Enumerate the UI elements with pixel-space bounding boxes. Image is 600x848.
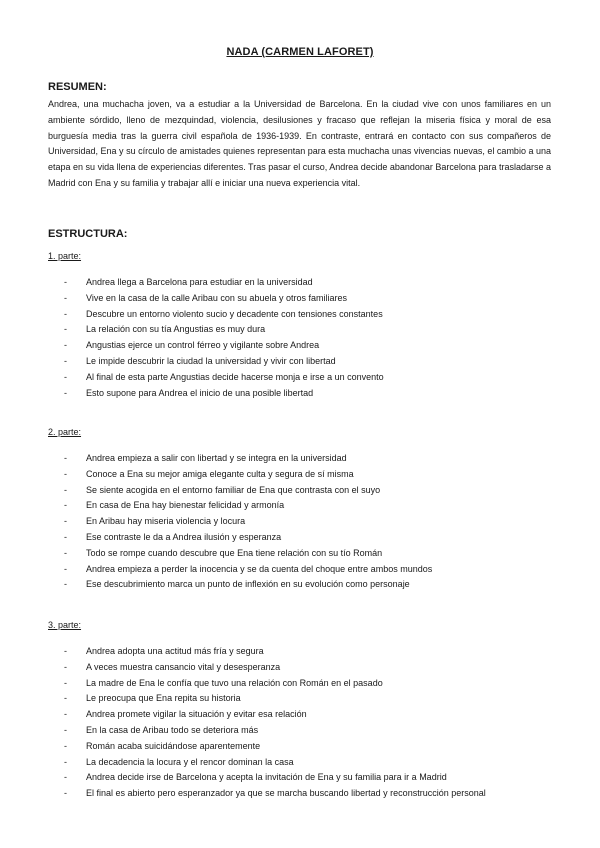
list-item <box>48 739 568 755</box>
list-item-text: Todo se rompe cuando descubre que Ena tiene relación con su tío Román <box>86 547 383 558</box>
list-item <box>48 546 568 562</box>
bullet-dash: - <box>64 547 67 558</box>
list-item <box>48 530 568 546</box>
bullet-dash: - <box>64 756 67 767</box>
bullet-dash: - <box>64 277 67 287</box>
list-item-text: Le preocupa que Ena repita su historia <box>86 693 241 704</box>
list-item-text: En la casa de Aribau todo se deteriora más <box>86 724 259 735</box>
bullet-dash: - <box>64 387 67 398</box>
list-item <box>48 562 568 578</box>
bullet-dash: - <box>64 324 67 335</box>
list-item <box>48 275 568 291</box>
part-1-list <box>48 275 568 401</box>
list-item <box>48 386 568 402</box>
list-item <box>48 451 568 467</box>
list-item-text: Le impide descubrir la ciudad la universidad y vivir con libertad <box>86 355 336 366</box>
bullet-dash: - <box>64 355 67 366</box>
list-item <box>48 755 568 771</box>
bullet-dash: - <box>64 772 67 783</box>
part-2-list <box>48 451 568 593</box>
list-item-text: Ese contraste le da a Andrea ilusión y esperanza <box>86 531 282 542</box>
list-item <box>48 514 568 530</box>
list-item-text: La decadencia la locura y el rencor dominan la casa <box>86 756 294 767</box>
list-item-text: Andrea decide irse de Barcelona y acepta la invitación de Ena y su familia para ir a Madrid <box>86 772 447 783</box>
bullet-dash: - <box>64 724 67 735</box>
list-item <box>48 291 568 307</box>
list-item-text: A veces muestra cansancio vital y desesperanza <box>86 661 281 672</box>
bullet-dash: - <box>64 740 67 751</box>
part-3-list <box>48 644 568 802</box>
list-item-text: Ese descubrimiento marca un punto de inflexión en su evolución como personaje <box>86 579 410 590</box>
bullet-dash: - <box>64 500 67 511</box>
list-item-text: Se siente acogida en el entorno familiar de Ena que contrasta con el suyo <box>86 484 381 495</box>
list-item-text: Descubre un entorno violento sucio y decadente con tensiones constantes <box>86 308 383 319</box>
bullet-dash: - <box>64 531 67 542</box>
list-item <box>48 644 568 660</box>
bullet-dash: - <box>64 292 67 303</box>
list-item-text: En casa de Ena hay bienestar felicidad y armonía <box>86 500 285 511</box>
list-item-text: Esto supone para Andrea el inicio de una posible libertad <box>86 387 314 398</box>
list-item <box>48 786 568 802</box>
list-item <box>48 322 568 338</box>
bullet-dash: - <box>64 340 67 351</box>
list-item <box>48 577 568 593</box>
list-item-text: Al final de esta parte Angustias decide hacerse monja e irse a un convento <box>86 371 384 382</box>
bullet-dash: - <box>64 788 67 799</box>
list-item-text: Andrea llega a Barcelona para estudiar en la universidad <box>86 277 313 287</box>
bullet-dash: - <box>64 308 67 319</box>
bullet-dash: - <box>64 453 67 463</box>
bullet-dash: - <box>64 646 67 656</box>
list-item <box>48 467 568 483</box>
list-item-text: En Aribau hay miseria violencia y locura <box>86 516 246 527</box>
list-item <box>48 370 568 386</box>
list-item-text: La relación con su tía Angustias es muy dura <box>86 324 266 335</box>
list-item-text: Conoce a Ena su mejor amiga elegante culta y segura de sí misma <box>86 468 354 479</box>
list-item <box>48 707 568 723</box>
list-item <box>48 676 568 692</box>
list-item-text: El final es abierto pero esperanzador ya que se marcha buscando libertad y reconstrucción personal <box>86 788 486 799</box>
bullet-dash: - <box>64 484 67 495</box>
resumen-heading: RESUMEN: <box>48 81 107 93</box>
document-title: NADA (CARMEN LAFORET) <box>226 46 374 58</box>
list-item <box>48 307 568 323</box>
part-1-title: 1. parte: <box>48 251 82 261</box>
list-item <box>48 338 568 354</box>
list-item <box>48 660 568 676</box>
bullet-dash: - <box>64 516 67 527</box>
bullet-dash: - <box>64 563 67 574</box>
list-item-text: Román acaba suicidándose aparentemente <box>86 740 261 751</box>
list-item-text: Andrea promete vigilar la situación y evitar esa relación <box>86 709 307 720</box>
list-item <box>48 483 568 499</box>
part-3-title: 3. parte: <box>48 620 82 630</box>
list-item <box>48 770 568 786</box>
list-item <box>48 498 568 514</box>
bullet-dash: - <box>64 661 67 672</box>
bullet-dash: - <box>64 371 67 382</box>
list-item-text: La madre de Ena le confía que tuvo una relación con Román en el pasado <box>86 677 383 688</box>
resumen-paragraph: Andrea, una muchacha joven, va a estudiar a la Universidad de Barcelona. En la ciudad vive con unos familiares en un ambiente sórdido, lleno de mezquindad, violencia, desilusiones y fracaso que reflejan la miseria física y moral de esa burguesía media tras la guerra civil española de 1936-1939. En contraste, entrará en contacto con sus compañeros de Universidad, Ena y su círculo de amistades quienes representan para esta muchacha unas vivencias nuevas, el cambio a una etapa en su vida llena de experiencias diferentes. Tras pasar el curso, Andrea decide abandonar Barcelona para trasladarse a Madrid con Ena y su familia y trabajar allí e iniciar una nueva experiencia vital. <box>48 99 551 188</box>
bullet-dash: - <box>64 579 67 590</box>
bullet-dash: - <box>64 693 67 704</box>
list-item-text: Vive en la casa de la calle Aribau con su abuela y otros familiares <box>86 292 347 303</box>
bullet-dash: - <box>64 709 67 720</box>
list-item <box>48 723 568 739</box>
list-item-text: Andrea empieza a salir con libertad y se integra en la universidad <box>86 453 347 463</box>
list-item-text: Andrea empieza a perder la inocencia y se da cuenta del choque entre ambos mundos <box>86 563 433 574</box>
bullet-dash: - <box>64 468 67 479</box>
list-item <box>48 691 568 707</box>
list-item-text: Angustias ejerce un control férreo y vigilante sobre Andrea <box>86 340 320 351</box>
list-item-text: Andrea adopta una actitud más fría y segura <box>86 646 264 656</box>
list-item <box>48 354 568 370</box>
bullet-dash: - <box>64 677 67 688</box>
estructura-heading: ESTRUCTURA: <box>48 228 128 240</box>
part-2-title: 2. parte: <box>48 427 82 437</box>
